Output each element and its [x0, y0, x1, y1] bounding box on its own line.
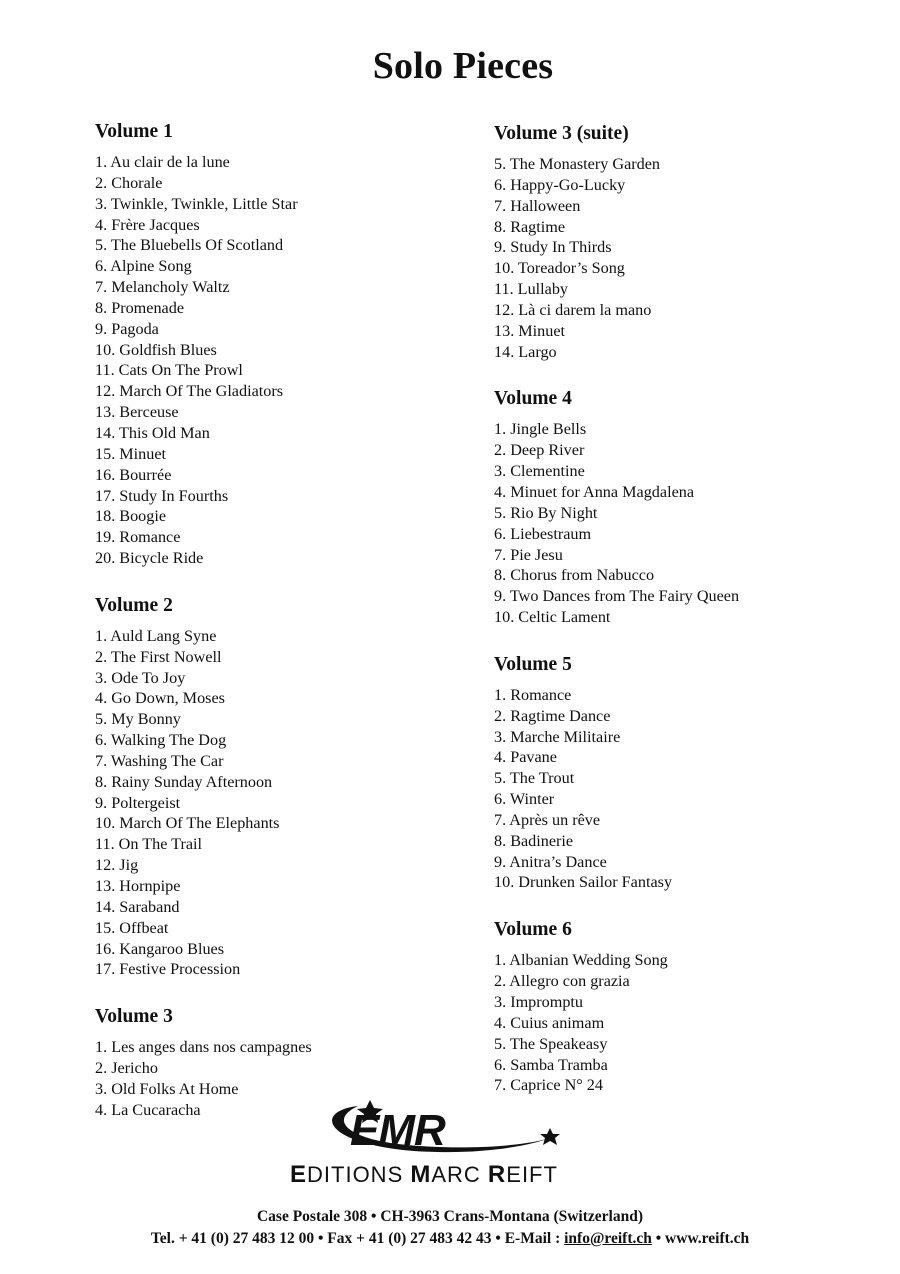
piece-item: 15. Offbeat [95, 918, 169, 937]
piece-list [95, 626, 485, 980]
volume-heading: Volume 5 [494, 653, 572, 675]
piece-item: 9. Two Dances from The Fairy Queen [494, 587, 740, 606]
piece-item: 3. Impromptu [494, 993, 584, 1011]
piece-list [95, 152, 485, 569]
piece-item: 8. Ragtime [494, 217, 566, 236]
volume-heading: Volume 3 (suite) [494, 123, 629, 144]
piece-item: 8. Chorus from Nabucco [494, 566, 655, 585]
piece-list [494, 950, 884, 1096]
piece-item: 1. Les anges dans nos campagnes [95, 1038, 312, 1057]
piece-item: 9. Study In Thirds [494, 238, 612, 257]
piece-item: 5. The Monastery Garden [494, 155, 661, 173]
piece-item: 1. Au clair de la lune [95, 153, 230, 171]
piece-item: 2. Deep River [494, 441, 585, 460]
right-column [494, 122, 884, 1121]
piece-item: 3. Marche Militaire [494, 727, 621, 746]
piece-item: 7. Halloween [494, 196, 581, 215]
piece-item: 14. Saraband [95, 897, 180, 916]
piece-item: 13. Berceuse [95, 403, 179, 422]
piece-item: 4. Go Down, Moses [95, 689, 225, 708]
piece-item: 6. Walking The Dog [95, 731, 227, 750]
piece-item: 2. Jericho [95, 1059, 158, 1078]
piece-item: 4. Pavane [494, 748, 557, 767]
piece-item: 7. Caprice N° 24 [494, 1076, 603, 1095]
piece-item: 10. Celtic Lament [494, 608, 611, 627]
piece-item: 3. Twinkle, Twinkle, Little Star [95, 194, 298, 213]
piece-item: 5. Rio By Night [494, 503, 598, 522]
footer-address: Case Postale 308 • CH-3963 Crans-Montana (Switzerland) [256, 1208, 643, 1225]
piece-item: 2. Allegro con grazia [494, 972, 630, 991]
piece-item: 6. Alpine Song [95, 257, 192, 276]
piece-item: 20. Bicycle Ride [95, 549, 204, 568]
left-column [95, 120, 485, 1146]
piece-item: 2. Chorale [95, 173, 163, 192]
piece-item: 4. Cuius animam [494, 1013, 605, 1032]
piece-item: 11. Cats On The Prowl [95, 361, 243, 380]
piece-item: 3. Clementine [494, 462, 585, 481]
piece-item: 11. On The Trail [95, 835, 203, 854]
piece-item: 10. Toreador’s Song [494, 259, 625, 278]
piece-item: 5. The Bluebells Of Scotland [95, 236, 284, 255]
piece-item: 9. Pagoda [95, 319, 159, 338]
piece-item: 1. Jingle Bells [494, 420, 587, 439]
emr-logo [288, 1098, 633, 1193]
volume-heading: Volume 4 [494, 388, 572, 410]
piece-item: 7. Après un rêve [494, 810, 601, 829]
piece-item: 6. Samba Tramba [494, 1055, 608, 1074]
piece-item: 17. Festive Procession [95, 960, 241, 979]
piece-item: 5. My Bonny [95, 710, 181, 729]
piece-item: 1. Albanian Wedding Song [494, 951, 668, 970]
piece-item: 9. Anitra’s Dance [494, 852, 607, 871]
piece-list [494, 154, 884, 362]
piece-item: 1. Romance [494, 685, 572, 704]
page-title: Solo Pieces [372, 45, 554, 87]
piece-item: 15. Minuet [95, 444, 167, 463]
piece-item: 10. Goldfish Blues [95, 340, 217, 359]
piece-item: 2. The First Nowell [95, 647, 222, 666]
piece-item: 10. March Of The Elephants [95, 814, 280, 833]
piece-item: 19. Romance [95, 528, 181, 547]
piece-item: 12. March Of The Gladiators [95, 382, 284, 401]
piece-item: 6. Happy-Go-Lucky [494, 175, 626, 194]
piece-item: 12. Jig [95, 856, 139, 875]
piece-item: 8. Promenade [95, 298, 185, 317]
footer-contact: Tel. + 41 (0) 27 483 12 00 • Fax + 41 (0) 27 483 42 43 • E-Mail : info@reift.ch • www.reift.ch [150, 1230, 750, 1247]
piece-item: 7. Pie Jesu [494, 545, 563, 564]
piece-item: 1. Auld Lang Syne [95, 626, 217, 645]
piece-item: 5. The Speakeasy [494, 1034, 608, 1053]
piece-item: 14. This Old Man [95, 423, 210, 442]
piece-item: 6. Winter [494, 790, 555, 809]
piece-item: 5. The Trout [494, 769, 575, 788]
volume-heading: Volume 3 [95, 1006, 173, 1028]
volume-heading: Volume 2 [95, 594, 173, 616]
piece-item: 16. Kangaroo Blues [95, 939, 225, 958]
piece-item: 4. La Cucaracha [95, 1100, 201, 1119]
piece-item: 10. Drunken Sailor Fantasy [494, 873, 673, 892]
logo-mark: EMR [350, 1106, 445, 1155]
piece-item: 8. Badinerie [494, 831, 574, 850]
logo-publisher-name: EDITIONS MARC REIFT [290, 1161, 558, 1188]
piece-item: 6. Liebestraum [494, 524, 592, 543]
volume-heading: Volume 6 [494, 919, 572, 941]
piece-item: 16. Bourrée [95, 465, 172, 484]
piece-item: 3. Old Folks At Home [95, 1079, 239, 1098]
piece-item: 13. Hornpipe [95, 877, 181, 895]
piece-item: 8. Rainy Sunday Afternoon [95, 772, 273, 791]
piece-item: 12. Là ci darem la mano [494, 300, 652, 319]
piece-item: 4. Frère Jacques [95, 215, 200, 234]
piece-item: 18. Boogie [95, 507, 167, 526]
piece-item: 14. Largo [494, 342, 557, 361]
piece-item: 2. Ragtime Dance [494, 706, 611, 725]
piece-list [494, 685, 884, 893]
piece-item: 17. Study In Fourths [95, 486, 229, 505]
piece-item: 9. Poltergeist [95, 793, 181, 812]
piece-item: 7. Washing The Car [95, 751, 224, 770]
piece-item: 3. Ode To Joy [95, 668, 186, 687]
piece-item: 13. Minuet [494, 321, 566, 340]
email-link[interactable]: info@reift.ch [564, 1230, 652, 1247]
piece-list [494, 419, 884, 627]
volume-heading: Volume 1 [95, 121, 173, 142]
piece-item: 11. Lullaby [494, 280, 569, 299]
piece-item: 7. Melancholy Waltz [95, 278, 230, 297]
piece-item: 4. Minuet for Anna Magdalena [494, 482, 695, 501]
